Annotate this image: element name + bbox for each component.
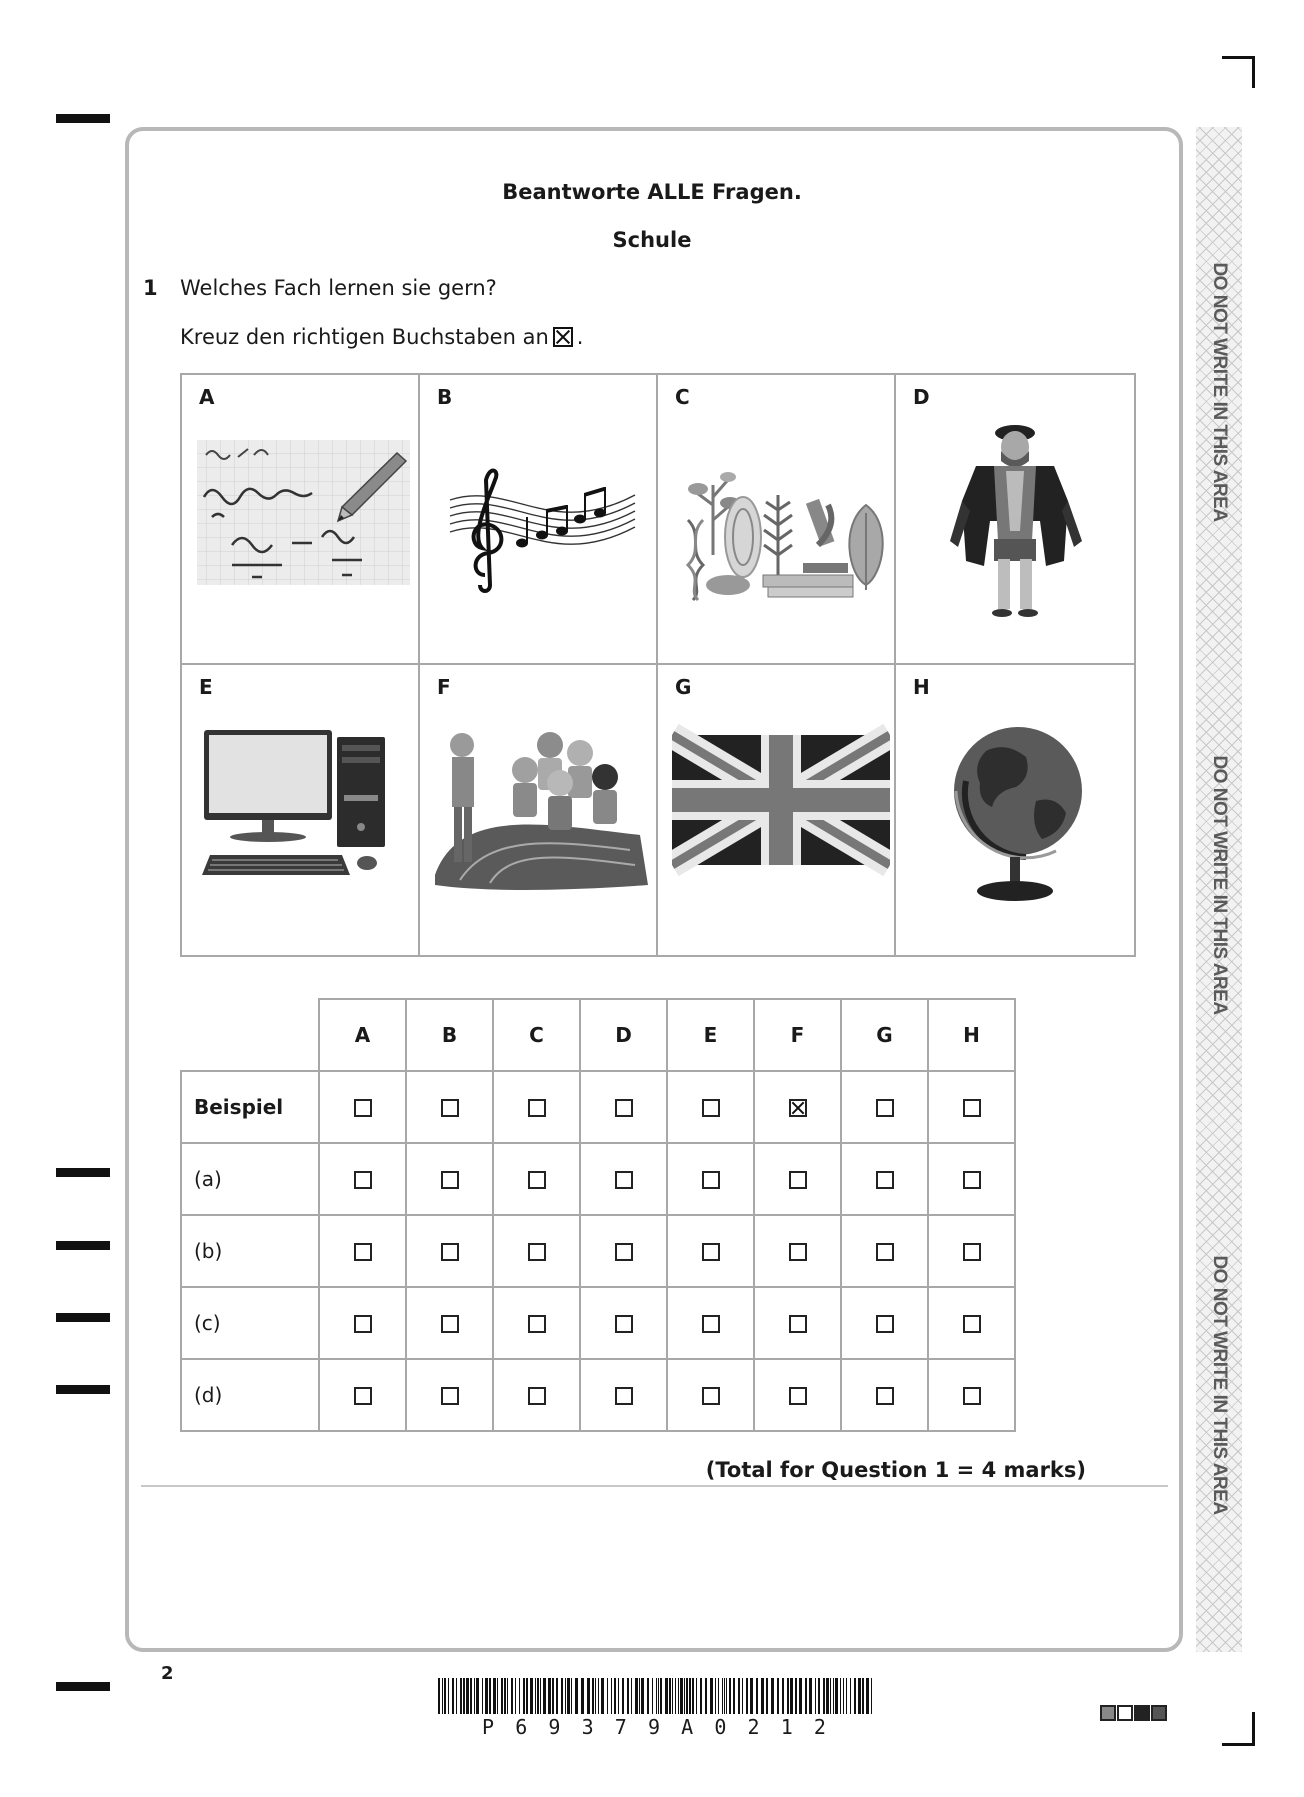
barcode-digit: A [681, 1715, 694, 1739]
barcode-bar [438, 1678, 440, 1714]
crop-mark-top-right-h [1222, 56, 1255, 59]
margin-bar [56, 114, 110, 123]
barcode-bar [567, 1678, 570, 1714]
barcode-bar [771, 1678, 774, 1714]
barcode-bar [511, 1678, 513, 1714]
answer-cell [754, 1287, 841, 1359]
barcode-digit: 6 [515, 1715, 528, 1739]
barcode-bar [463, 1678, 465, 1714]
math-worksheet-icon [192, 425, 410, 605]
divider-line [141, 1485, 1168, 1487]
answer-checkbox[interactable] [963, 1387, 981, 1405]
barcode-bar [660, 1678, 662, 1714]
barcode-bar [833, 1678, 834, 1714]
barcode-bar [787, 1678, 789, 1714]
barcode-bar [482, 1678, 483, 1714]
answer-cell [580, 1071, 667, 1143]
barcode-bar [526, 1678, 528, 1714]
barcode-bar [766, 1678, 768, 1714]
section-title: Schule [612, 228, 692, 252]
barcode-bar [871, 1678, 872, 1714]
option-cell-b [420, 375, 658, 665]
answer-checkbox[interactable] [354, 1243, 372, 1261]
barcode-bar [519, 1678, 520, 1714]
answer-cell [493, 1359, 580, 1431]
answer-header-row [181, 999, 1015, 1071]
barcode-bar [843, 1678, 844, 1714]
column-header: B [406, 999, 493, 1071]
answer-checkbox[interactable] [789, 1315, 807, 1333]
barcode-bar [507, 1678, 508, 1714]
option-cell-d [896, 375, 1134, 665]
computer-icon [192, 715, 410, 895]
row-label: (b) [181, 1215, 319, 1287]
page-number: 2 [161, 1663, 174, 1684]
option-cell-f [420, 665, 658, 955]
barcode-bar [618, 1678, 619, 1714]
answer-cell [580, 1359, 667, 1431]
barcode-bar [705, 1678, 707, 1714]
option-cell-a [182, 375, 420, 665]
answer-cell [841, 1071, 928, 1143]
barcode-bar [818, 1678, 820, 1714]
registration-square [1151, 1705, 1167, 1721]
answer-row [181, 1287, 1015, 1359]
empty-corner-cell [181, 999, 319, 1071]
barcode-bar [614, 1678, 616, 1714]
barcode-bar [782, 1678, 784, 1714]
barcode-digit: 1 [780, 1715, 793, 1739]
barcode-bar [552, 1678, 554, 1714]
barcode-bar [826, 1678, 829, 1714]
barcode-digit: 9 [647, 1715, 660, 1739]
answer-checkbox[interactable] [441, 1171, 459, 1189]
answer-cell [580, 1287, 667, 1359]
answer-cell [841, 1287, 928, 1359]
barcode-bar [815, 1678, 816, 1714]
barcode-bar [746, 1678, 748, 1714]
answer-cell [580, 1143, 667, 1215]
globe-icon [906, 711, 1124, 911]
barcode-bar [635, 1678, 638, 1714]
barcode-bar [470, 1678, 472, 1714]
barcode-bar [456, 1678, 457, 1714]
barcode-digit: 3 [581, 1715, 594, 1739]
barcode-bar [672, 1678, 673, 1714]
barcode-bar [729, 1678, 731, 1714]
barcode-bar [565, 1678, 566, 1714]
answer-cell [406, 1071, 493, 1143]
barcode-bar [718, 1678, 719, 1714]
answer-checkbox[interactable] [963, 1171, 981, 1189]
answer-checkbox[interactable] [876, 1387, 894, 1405]
answer-cell [667, 1359, 754, 1431]
barcode-bar [726, 1678, 727, 1714]
page-heading: Beantworte ALLE Fragen. [502, 180, 802, 204]
answer-checkbox[interactable] [789, 1243, 807, 1261]
answer-checkbox[interactable] [615, 1243, 633, 1261]
margin-bar [56, 1241, 110, 1250]
barcode-bar [448, 1678, 449, 1714]
barcode-bar [595, 1678, 596, 1714]
answer-cell [754, 1359, 841, 1431]
answer-checkbox[interactable] [441, 1243, 459, 1261]
question-number: 1 [143, 276, 158, 300]
option-letter: D [913, 385, 930, 409]
barcode-bar [523, 1678, 525, 1714]
barcode-bar [493, 1678, 496, 1714]
barcode-bar [738, 1678, 740, 1714]
barcode-bar [581, 1678, 584, 1714]
barcode-bar [850, 1678, 851, 1714]
option-letter: G [675, 675, 692, 699]
barcode-bar [866, 1678, 869, 1714]
barcode-bar [535, 1678, 536, 1714]
answer-checkbox[interactable] [963, 1315, 981, 1333]
option-cell-e [182, 665, 420, 955]
answer-checkbox[interactable] [789, 1387, 807, 1405]
answer-checkbox[interactable] [528, 1243, 546, 1261]
barcode-bar [460, 1678, 462, 1714]
barcode-bar [750, 1678, 753, 1714]
margin-bar [56, 1168, 110, 1177]
barcode-digit: 2 [813, 1715, 826, 1739]
answer-cell [493, 1215, 580, 1287]
answer-cell [841, 1359, 928, 1431]
barcode-bar [790, 1678, 793, 1714]
answer-checkbox[interactable] [528, 1171, 546, 1189]
barcode-bar [548, 1678, 551, 1714]
answer-checkbox[interactable] [876, 1243, 894, 1261]
barcode-bar [592, 1678, 594, 1714]
barcode-bar [830, 1678, 831, 1714]
registration-square [1100, 1705, 1116, 1721]
barcode-bar [641, 1678, 644, 1714]
answer-checkbox[interactable] [876, 1099, 894, 1117]
registration-square [1117, 1705, 1133, 1721]
answer-cell [580, 1215, 667, 1287]
crossed-box-icon [553, 327, 573, 347]
barcode-bar [756, 1678, 758, 1714]
barcode-bar [858, 1678, 861, 1714]
barcode-bar [652, 1678, 653, 1714]
barcode-bar [607, 1678, 608, 1714]
barcode-digit: 0 [714, 1715, 727, 1739]
barcode-bar [733, 1678, 735, 1714]
option-letter: E [199, 675, 213, 699]
answer-cell [667, 1287, 754, 1359]
answer-cell [841, 1215, 928, 1287]
barcode-bar [587, 1678, 590, 1714]
barcode-bar [501, 1678, 503, 1714]
answer-cell [406, 1215, 493, 1287]
question-total: (Total for Question 1 = 4 marks) [705, 1458, 1086, 1482]
barcode-bar [466, 1678, 469, 1714]
answer-table [180, 998, 1016, 1432]
answer-cell [928, 1143, 1015, 1215]
barcode-bar [742, 1678, 743, 1714]
answer-cell [754, 1143, 841, 1215]
answer-checkbox[interactable] [354, 1387, 372, 1405]
barcode-digit: P [482, 1715, 495, 1739]
barcode-bar [444, 1678, 446, 1714]
answer-cell [493, 1287, 580, 1359]
option-cell-h [896, 665, 1134, 955]
answer-cell [754, 1071, 841, 1143]
barcode-bar [489, 1678, 491, 1714]
column-header: E [667, 999, 754, 1071]
answer-checkbox[interactable] [963, 1099, 981, 1117]
barcode-bar [761, 1678, 764, 1714]
barcode-bar [497, 1678, 498, 1714]
barcode-bar [515, 1678, 516, 1714]
answer-cell [667, 1071, 754, 1143]
answer-row [181, 1215, 1015, 1287]
music-notes-icon [430, 425, 648, 605]
barcode-bar [686, 1678, 688, 1714]
answer-cell [406, 1143, 493, 1215]
barcode-bar [669, 1678, 671, 1714]
instruction-text: Kreuz den richtigen Buchstaben an [180, 325, 549, 349]
answer-row [181, 1071, 1015, 1143]
option-letter: A [199, 385, 215, 409]
barcode-bar [540, 1678, 541, 1714]
answer-checkbox[interactable] [702, 1315, 720, 1333]
barcode-bar [795, 1678, 797, 1714]
option-cell-c [658, 375, 896, 665]
answer-checkbox[interactable] [615, 1099, 633, 1117]
option-letter: B [437, 385, 453, 409]
answer-cell [754, 1215, 841, 1287]
instruction-end: . [576, 325, 584, 349]
answer-checkbox[interactable] [876, 1171, 894, 1189]
answer-row [181, 1359, 1015, 1431]
barcode-bar [680, 1678, 683, 1714]
instruction [180, 325, 583, 349]
margin-bar [56, 1313, 110, 1322]
answer-cell [928, 1359, 1015, 1431]
crop-mark-top-right-v [1252, 56, 1255, 88]
barcode-bar [724, 1678, 725, 1714]
barcode-bar [675, 1678, 676, 1714]
option-letter: H [913, 675, 930, 699]
barcode-bar [692, 1678, 694, 1714]
answer-checkbox[interactable] [528, 1099, 546, 1117]
barcode-bar [840, 1678, 841, 1714]
column-header: C [493, 999, 580, 1071]
barcode-bar [631, 1678, 632, 1714]
answer-cell [406, 1287, 493, 1359]
barcode-bar [647, 1678, 649, 1714]
barcode-bar [530, 1678, 533, 1714]
answer-checkbox[interactable] [441, 1315, 459, 1333]
column-header: H [928, 999, 1015, 1071]
barcode-bar [474, 1678, 475, 1714]
barcode-bar [689, 1678, 691, 1714]
question-text: Welches Fach lernen sie gern? [180, 276, 497, 300]
margin-bar [56, 1682, 110, 1691]
answer-checkbox[interactable] [702, 1243, 720, 1261]
column-header: G [841, 999, 928, 1071]
answer-cell [928, 1071, 1015, 1143]
barcode-bar [658, 1678, 659, 1714]
barcode-bar [561, 1678, 563, 1714]
answer-cell [667, 1215, 754, 1287]
answer-cell [667, 1143, 754, 1215]
crop-mark-bottom-right-v [1252, 1712, 1255, 1746]
answer-cell [319, 1215, 406, 1287]
row-label: (c) [181, 1287, 319, 1359]
barcode-number [438, 1715, 872, 1739]
barcode-bar [622, 1678, 624, 1714]
barcode-bar [862, 1678, 864, 1714]
barcode-bar [598, 1678, 599, 1714]
picture-grid [180, 373, 1136, 957]
option-letter: F [437, 675, 451, 699]
barcode-digit: 9 [548, 1715, 561, 1739]
tudor-king-icon [906, 421, 1124, 621]
column-header: A [319, 999, 406, 1071]
barcode-bar [543, 1678, 546, 1714]
barcode-bar [656, 1678, 657, 1714]
biology-icon [668, 425, 886, 605]
barcode-bar [485, 1678, 488, 1714]
answer-cell [319, 1071, 406, 1143]
answer-checkbox[interactable] [789, 1171, 807, 1189]
barcode-bar [700, 1678, 702, 1714]
barcode-bar [835, 1678, 838, 1714]
answer-checkbox[interactable] [354, 1099, 372, 1117]
barcode-bar [639, 1678, 640, 1714]
answer-checkbox[interactable] [354, 1171, 372, 1189]
barcode-bar [684, 1678, 685, 1714]
barcode-bar [504, 1678, 506, 1714]
column-header: D [580, 999, 667, 1071]
answer-cell [493, 1143, 580, 1215]
barcode-bar [611, 1678, 612, 1714]
answer-checkbox[interactable] [528, 1387, 546, 1405]
answer-checkbox[interactable] [441, 1387, 459, 1405]
barcode-bar [777, 1678, 779, 1714]
barcode-digit: 7 [614, 1715, 627, 1739]
barcode-bar [722, 1678, 723, 1714]
answer-cell [928, 1215, 1015, 1287]
answer-checkbox[interactable] [615, 1315, 633, 1333]
barcode-bar [627, 1678, 629, 1714]
answer-checkbox[interactable] [702, 1099, 720, 1117]
row-label: (d) [181, 1359, 319, 1431]
answer-checkbox[interactable] [528, 1315, 546, 1333]
answer-cell [406, 1359, 493, 1431]
answer-cell [319, 1287, 406, 1359]
row-label: Beispiel [181, 1071, 319, 1143]
answer-cell [319, 1359, 406, 1431]
option-cell-g [658, 665, 896, 955]
crop-mark-bottom-right-h [1222, 1743, 1255, 1746]
barcode-bar [575, 1678, 578, 1714]
barcode-bar [710, 1678, 713, 1714]
answer-row [181, 1143, 1015, 1215]
answer-checkbox[interactable] [876, 1315, 894, 1333]
barcode [438, 1678, 872, 1714]
barcode-bar [805, 1678, 807, 1714]
barcode-bar [452, 1678, 454, 1714]
answer-checkbox[interactable] [963, 1243, 981, 1261]
barcode-bar [601, 1678, 604, 1714]
row-label: (a) [181, 1143, 319, 1215]
barcode-bar [715, 1678, 716, 1714]
column-header: F [754, 999, 841, 1071]
barcode-bar [537, 1678, 539, 1714]
answer-checkbox[interactable] [789, 1099, 807, 1117]
answer-cell [493, 1071, 580, 1143]
barcode-bar [678, 1678, 679, 1714]
barcode-bar [846, 1678, 847, 1714]
barcode-bar [809, 1678, 812, 1714]
barcode-bar [476, 1678, 479, 1714]
option-letter: C [675, 385, 690, 409]
answer-cell [841, 1143, 928, 1215]
union-jack-icon [672, 715, 890, 895]
barcode-bar [799, 1678, 802, 1714]
barcode-bar [854, 1678, 856, 1714]
answer-checkbox[interactable] [702, 1171, 720, 1189]
running-children-icon [430, 715, 648, 895]
answer-checkbox[interactable] [354, 1315, 372, 1333]
registration-square [1134, 1705, 1150, 1721]
barcode-bar [442, 1678, 443, 1714]
answer-checkbox[interactable] [615, 1387, 633, 1405]
barcode-bar [696, 1678, 697, 1714]
answer-cell [319, 1143, 406, 1215]
answer-checkbox[interactable] [441, 1099, 459, 1117]
barcode-bar [556, 1678, 558, 1714]
barcode-bar [665, 1678, 668, 1714]
answer-checkbox[interactable] [615, 1171, 633, 1189]
barcode-bar [823, 1678, 825, 1714]
margin-bar [56, 1385, 110, 1394]
answer-checkbox[interactable] [702, 1387, 720, 1405]
barcode-digit: 2 [747, 1715, 760, 1739]
barcode-bar [571, 1678, 572, 1714]
answer-cell [928, 1287, 1015, 1359]
